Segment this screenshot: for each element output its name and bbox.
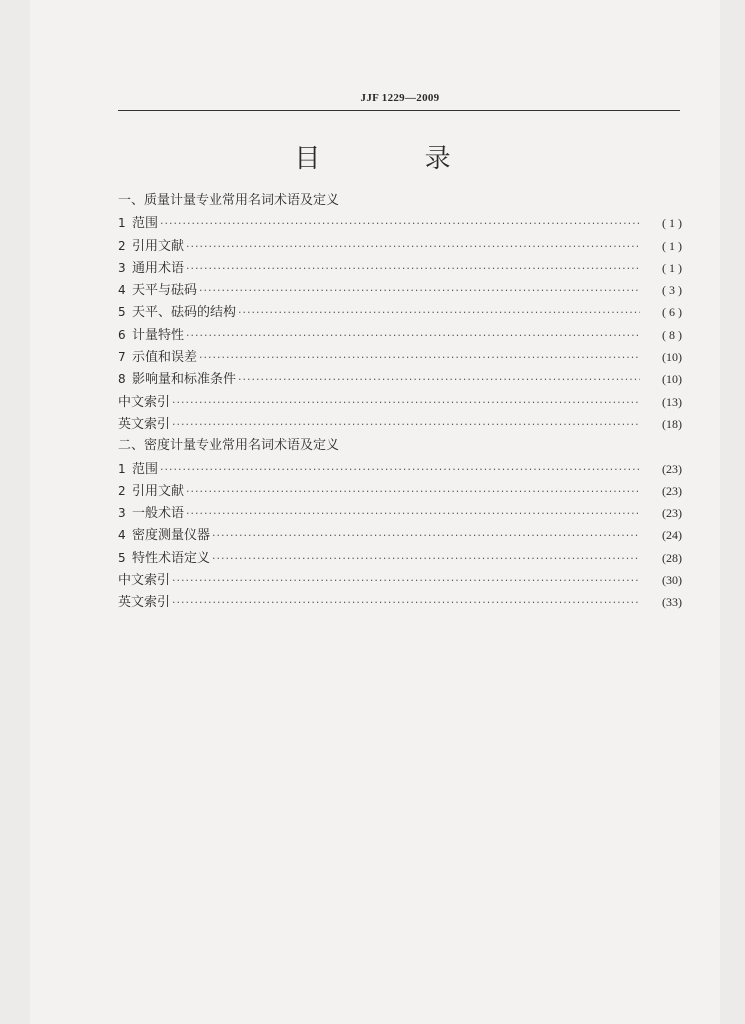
entry-label: 计量特性 [132,327,185,343]
dot-leader [160,213,640,235]
entry-number: 7 [118,350,126,365]
entry-number: 5 [118,305,126,320]
dot-leader [199,280,640,302]
entry-label: 范围 [132,461,159,477]
toc-entry[interactable] [118,547,682,569]
entry-label: 一般术语 [132,506,185,522]
toc-entry[interactable] [118,301,682,323]
dot-leader [186,503,640,525]
entry-label: 天平、砝码的结构 [132,305,237,321]
entry-label: 英文索引 [118,595,171,611]
header-divider [118,110,680,111]
entry-number: 3 [118,260,126,275]
entry-page: (13) [662,394,682,409]
entry-label: 引用文献 [132,238,185,254]
toc-entry[interactable] [118,324,682,346]
entry-label: 英文索引 [118,416,171,432]
entry-page: ( 1 ) [662,216,682,231]
entry-label: 中文索引 [118,394,171,410]
dot-leader [199,347,640,369]
toc-entry[interactable] [118,279,682,301]
toc-entry[interactable] [118,368,682,390]
toc-entry[interactable] [118,591,682,613]
dot-leader [238,302,640,324]
dot-leader [160,459,640,481]
table-of-contents [118,190,682,614]
entry-page: (10) [662,372,682,387]
entry-label: 密度测量仪器 [132,528,211,544]
entry-number: 2 [118,238,126,253]
entry-page: (30) [662,573,682,588]
toc-entry[interactable] [118,235,682,257]
entry-page: (24) [662,528,682,543]
document-code-header: JJF 1229—2009 [360,92,440,104]
entry-page: ( 8 ) [662,327,682,342]
entry-page: (23) [662,483,682,498]
dot-leader [212,548,640,570]
entry-number: 6 [118,327,126,342]
entry-page: (18) [662,416,682,431]
dot-leader [172,570,640,592]
toc-entry[interactable] [118,569,682,591]
toc-entry[interactable] [118,257,682,279]
toc-entry[interactable] [118,391,682,413]
dot-leader [238,369,640,391]
toc-entry[interactable] [118,346,682,368]
entry-page: ( 6 ) [662,305,682,320]
entry-number: 2 [118,483,126,498]
entry-number: 5 [118,550,126,565]
dot-leader [186,325,640,347]
entry-number: 1 [118,461,126,476]
entry-label: 影响量和标准条件 [132,372,237,388]
entry-number: 4 [118,528,126,543]
toc-entry[interactable] [118,458,682,480]
toc-entry[interactable] [118,502,682,524]
entry-number: 8 [118,372,126,387]
entry-page: ( 1 ) [662,238,682,253]
dot-leader [172,414,640,436]
dot-leader [172,592,640,614]
entry-page: (23) [662,461,682,476]
entry-label: 引用文献 [132,483,185,499]
entry-number: 4 [118,283,126,298]
entry-label: 中文索引 [118,573,171,589]
section-heading: 一、质量计量专业常用名词术语及定义 [118,193,340,208]
dot-leader [186,258,640,280]
entry-number: 3 [118,506,126,521]
page-title: 目 录 [294,144,499,174]
toc-entry[interactable] [118,212,682,234]
dot-leader [172,392,640,414]
dot-leader [212,525,640,547]
section-heading: 二、密度计量专业常用名词术语及定义 [118,438,340,454]
entry-page: ( 3 ) [662,283,682,298]
dot-leader [186,481,640,503]
entry-label: 范围 [132,216,159,232]
dot-leader [186,236,640,258]
entry-page: (28) [662,550,682,565]
entry-label: 通用术语 [132,260,185,276]
entry-label: 特性术语定义 [132,550,211,566]
toc-entry[interactable] [118,524,682,546]
entry-label: 天平与砝码 [132,283,198,299]
entry-page: (10) [662,350,682,365]
entry-label: 示值和误差 [132,350,198,366]
toc-entry[interactable] [118,413,682,435]
entry-page: (23) [662,506,682,521]
entry-page: (33) [662,595,682,610]
entry-page: ( 1 ) [662,260,682,275]
entry-number: 1 [118,216,126,231]
toc-entry[interactable] [118,480,682,502]
